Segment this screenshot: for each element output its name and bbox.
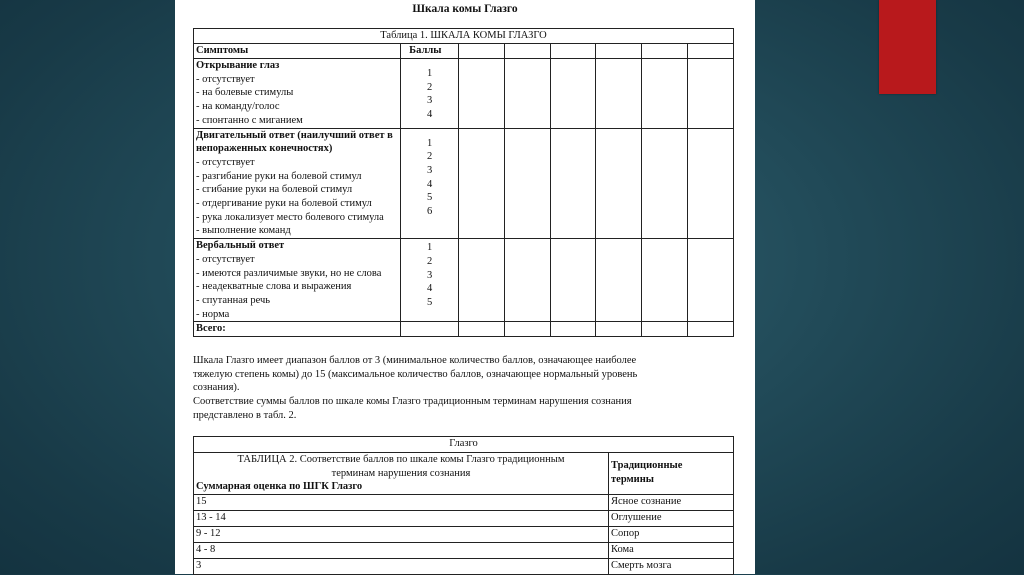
score-value: 5 <box>426 192 433 204</box>
table1-caption-row <box>194 29 734 44</box>
paragraph-line: представлено в табл. 2. <box>193 409 297 421</box>
score-value: 2 <box>426 255 433 267</box>
list-item: - норма <box>196 308 230 320</box>
table-row <box>194 511 734 527</box>
score-value: 3 <box>426 269 433 281</box>
score-range: 15 <box>194 495 609 511</box>
section-motor-response <box>194 128 734 239</box>
total-row <box>194 322 734 337</box>
table-row <box>194 527 734 543</box>
score-range: 3 <box>194 559 609 575</box>
paragraph-line: Шкала Глазго имеет диапазон баллов от 3 (минимальное количество баллов, означающее наиболее <box>193 355 637 366</box>
list-item: - неадекватные слова и выражения <box>196 281 352 293</box>
list-item: - на болевые стимулы <box>196 87 294 99</box>
score-value: 4 <box>426 283 433 295</box>
table1-caption: Таблица 1. ШКАЛА КОМЫ ГЛАЗГО <box>194 29 734 44</box>
total-label: Всего: <box>194 322 401 337</box>
list-item: - выполнение команд <box>196 225 291 237</box>
list-item: - отсутствует <box>196 73 255 85</box>
score-value: 1 <box>426 137 433 149</box>
consciousness-term: Ясное сознание <box>609 495 734 511</box>
section-heading: непораженных конечностях) <box>196 143 333 155</box>
section-heading: Вербальный ответ <box>196 240 285 252</box>
list-item: - на команду/голос <box>196 101 280 113</box>
consciousness-term: Смерть мозга <box>609 559 734 575</box>
list-item: - спонтанно с миганием <box>196 114 303 126</box>
score-value: 4 <box>426 109 433 121</box>
section-eye-opening <box>194 59 734 129</box>
score-value: 1 <box>426 242 433 254</box>
score-value: 5 <box>426 296 433 308</box>
glasgow-scale-table <box>193 28 734 337</box>
table-row <box>194 559 734 575</box>
consciousness-term: Кома <box>609 543 734 559</box>
terms-header-line: термины <box>611 473 654 485</box>
section-heading: Двигательный ответ (наилучший ответ в <box>196 129 393 141</box>
table-row <box>194 543 734 559</box>
table2-caption: Глазго <box>194 437 734 453</box>
document-title: Шкала комы Глазго <box>412 3 518 15</box>
table1-header-row <box>194 44 734 59</box>
consciousness-term: Оглушение <box>609 511 734 527</box>
paragraph-line: тяжелую степень комы) до 15 (максимальное количество баллов, означающее нормальный уровень <box>193 368 638 380</box>
score-value: 1 <box>426 68 433 79</box>
total-score-header: Суммарная оценка по ШГК Глазго <box>196 481 363 493</box>
paragraph-line: Соответствие суммы баллов по шкале комы Глазго традиционным терминам нарушения сознания <box>193 396 632 408</box>
glasgow-terms-table <box>193 436 734 575</box>
table2-title-line: терминам нарушения сознания <box>331 467 471 479</box>
paragraph-line: сознания). <box>193 382 240 394</box>
list-item: - спутанная речь <box>196 294 271 306</box>
list-item: - отсутствует <box>196 253 255 265</box>
terms-header-line: Традиционные <box>611 460 683 471</box>
list-item: - сгибание руки на болевой стимул <box>196 184 353 196</box>
list-item: - рука локализует место болевого стимула <box>196 211 384 223</box>
score-value: 3 <box>426 95 433 107</box>
table2-title-line: ТАБЛИЦА 2. Соответствие баллов по шкале комы Глазго традиционным <box>237 454 565 465</box>
document-page <box>175 0 755 574</box>
symptoms-header: Симптомы <box>194 44 401 59</box>
section-verbal-response <box>194 239 734 322</box>
description-paragraph <box>193 354 723 423</box>
table2-caption-row <box>194 437 734 453</box>
table-row <box>194 495 734 511</box>
consciousness-term: Сопор <box>609 527 734 543</box>
score-range: 9 - 12 <box>194 527 609 543</box>
score-range: 13 - 14 <box>194 511 609 527</box>
list-item: - отдергивание руки на болевой стимул <box>196 198 372 210</box>
score-range: 4 - 8 <box>194 543 609 559</box>
score-value: 6 <box>426 206 433 218</box>
scores-header: Баллы <box>401 44 459 59</box>
section-heading: Открывание глаз <box>196 60 280 71</box>
table2-header-row <box>194 453 734 495</box>
list-item: - имеются различимые звуки, но не слова <box>196 267 382 279</box>
score-value: 2 <box>426 151 433 163</box>
score-value: 3 <box>426 164 433 176</box>
score-value: 4 <box>426 178 433 190</box>
list-item: - отсутствует <box>196 156 255 168</box>
red-accent-bar <box>879 0 936 94</box>
score-value: 2 <box>426 81 433 93</box>
list-item: - разгибание руки на болевой стимул <box>196 170 362 182</box>
